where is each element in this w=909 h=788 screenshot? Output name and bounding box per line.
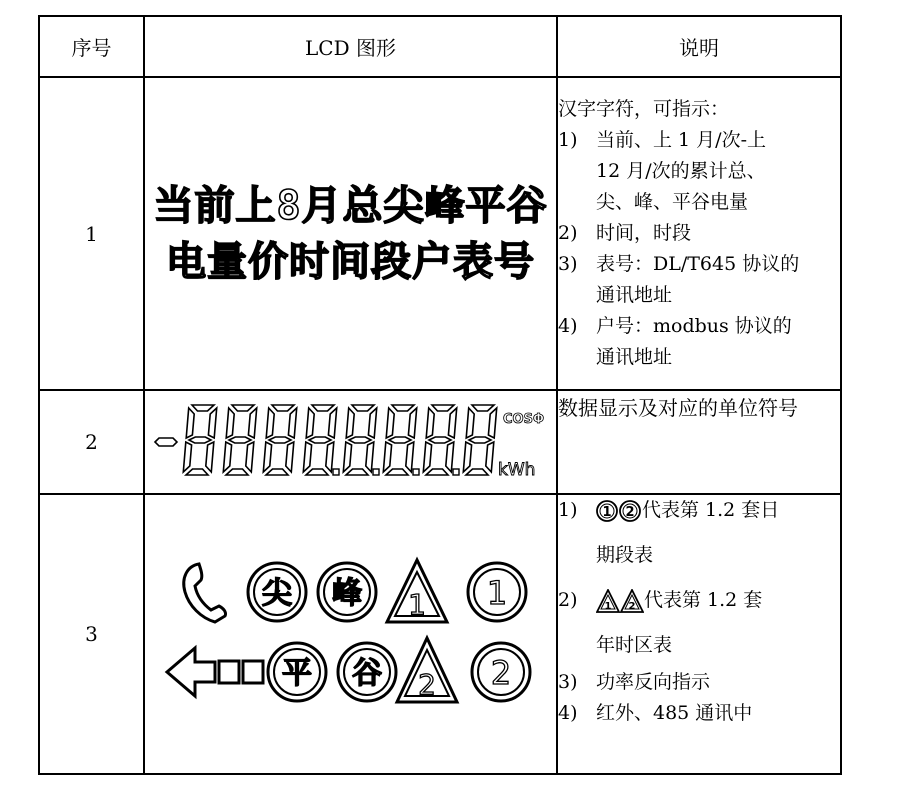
circled-1-2-icon — [596, 499, 642, 523]
row-number: 1 — [39, 77, 144, 390]
item-number: 1) — [558, 499, 578, 521]
symbol-icons-svg — [161, 542, 541, 722]
circle-1-label: 1 — [486, 574, 507, 612]
lcd-seven-segment-display — [144, 390, 557, 494]
list-item — [558, 311, 840, 373]
segment-digit — [183, 405, 216, 475]
cosphi-unit-label: COSΦ — [502, 412, 544, 427]
lcd-symbol-icons — [144, 494, 557, 774]
header-row — [39, 16, 841, 77]
segment-digit — [383, 405, 419, 475]
jian-circle-icon — [248, 563, 306, 621]
lcd-text-line-1 — [145, 178, 556, 234]
row-number: 2 — [39, 390, 144, 494]
desc-intro: 汉字字符，可指示： — [558, 98, 730, 120]
item-text: 代表第 1.2 套 — [644, 589, 763, 611]
lcd-text-segment: 月总尖峰平谷 — [301, 182, 548, 229]
row-number: 3 — [39, 494, 144, 774]
item-number: 2) — [558, 589, 578, 611]
minus-segment — [155, 438, 177, 446]
table-row — [39, 494, 841, 774]
gu-label: 谷 — [351, 656, 382, 691]
item-text: 代表第 1.2 套日 — [642, 499, 780, 521]
lcd-description-table — [38, 15, 842, 775]
ping-label: 平 — [281, 656, 312, 691]
table-row — [39, 390, 841, 494]
item-number: 4) — [558, 315, 578, 337]
list-item — [558, 218, 840, 249]
header-description: 说明 — [557, 16, 841, 77]
kwh-unit-label: kWh — [497, 460, 535, 480]
item-text: 12 月/次的累计总、 — [596, 160, 766, 182]
lcd-text-segment: 当前上 — [153, 182, 277, 229]
svg-text:2: 2 — [625, 505, 635, 520]
item-number: 2) — [558, 222, 578, 244]
svg-text:2: 2 — [628, 601, 636, 612]
item-text: 期段表 — [596, 544, 654, 566]
feng-circle-icon — [318, 563, 376, 621]
item-text: 通讯地址 — [596, 284, 673, 306]
jian-label: 尖 — [261, 576, 292, 611]
header-lcd-graphic: LCD 图形 — [144, 16, 557, 77]
triangle-2-icon — [397, 638, 457, 702]
segment-digit — [343, 405, 379, 475]
item-text: 功率反向指示 — [596, 671, 711, 693]
lcd-chinese-characters — [144, 77, 557, 390]
row-description — [557, 77, 841, 390]
item-text: 年时区表 — [596, 634, 673, 656]
item-number: 1) — [558, 129, 578, 151]
reverse-arrow-icon — [167, 648, 263, 696]
segment-digit — [423, 405, 459, 475]
lcd-text-line-2: 电量价时间段户表号 — [166, 238, 535, 285]
triangle-2-label: 2 — [417, 668, 436, 701]
item-number: 4) — [558, 702, 578, 724]
header-index: 序号 — [39, 16, 144, 77]
svg-text:1: 1 — [604, 601, 612, 612]
item-text: 通讯地址 — [596, 346, 673, 368]
segment-digit — [303, 405, 339, 475]
item-text: 红外、485 通讯中 — [596, 702, 753, 724]
ping-circle-icon — [268, 643, 326, 701]
circle-2-icon — [472, 643, 530, 701]
row-description: 数据显示及对应的单位符号 — [557, 390, 841, 494]
table-row — [39, 77, 841, 390]
feng-label: 峰 — [331, 576, 362, 611]
list-item — [558, 667, 840, 698]
gu-circle-icon — [338, 643, 396, 701]
circle-1-icon — [468, 563, 526, 621]
list-item — [558, 249, 840, 311]
segment-digit — [463, 405, 496, 475]
item-number: 3) — [558, 671, 578, 693]
circle-2-label: 2 — [490, 654, 511, 692]
item-number: 3) — [558, 253, 578, 275]
segment-digits — [155, 405, 497, 475]
row-description — [557, 494, 841, 774]
list-item — [558, 585, 840, 661]
item-text: 当前、上 1 月/次-上 — [596, 129, 766, 151]
triangle-1-label: 1 — [407, 588, 426, 621]
item-text: 尖、峰、平谷电量 — [596, 191, 749, 213]
triangle-1-2-icon — [596, 589, 644, 613]
list-item — [558, 698, 840, 729]
item-text: 时间，时段 — [596, 222, 692, 244]
segment-digit — [263, 405, 296, 475]
svg-text:1: 1 — [602, 505, 612, 520]
list-item — [558, 495, 840, 571]
segment-digit — [223, 405, 256, 475]
phone-icon — [183, 564, 225, 622]
item-text: 表号：DL/T645 协议的 — [596, 253, 800, 275]
lcd-month-digit: 8 — [276, 182, 302, 229]
item-text: 户号：modbus 协议的 — [596, 315, 792, 337]
triangle-1-icon — [387, 560, 447, 622]
segment-display-svg — [151, 395, 551, 485]
list-item — [558, 125, 840, 218]
